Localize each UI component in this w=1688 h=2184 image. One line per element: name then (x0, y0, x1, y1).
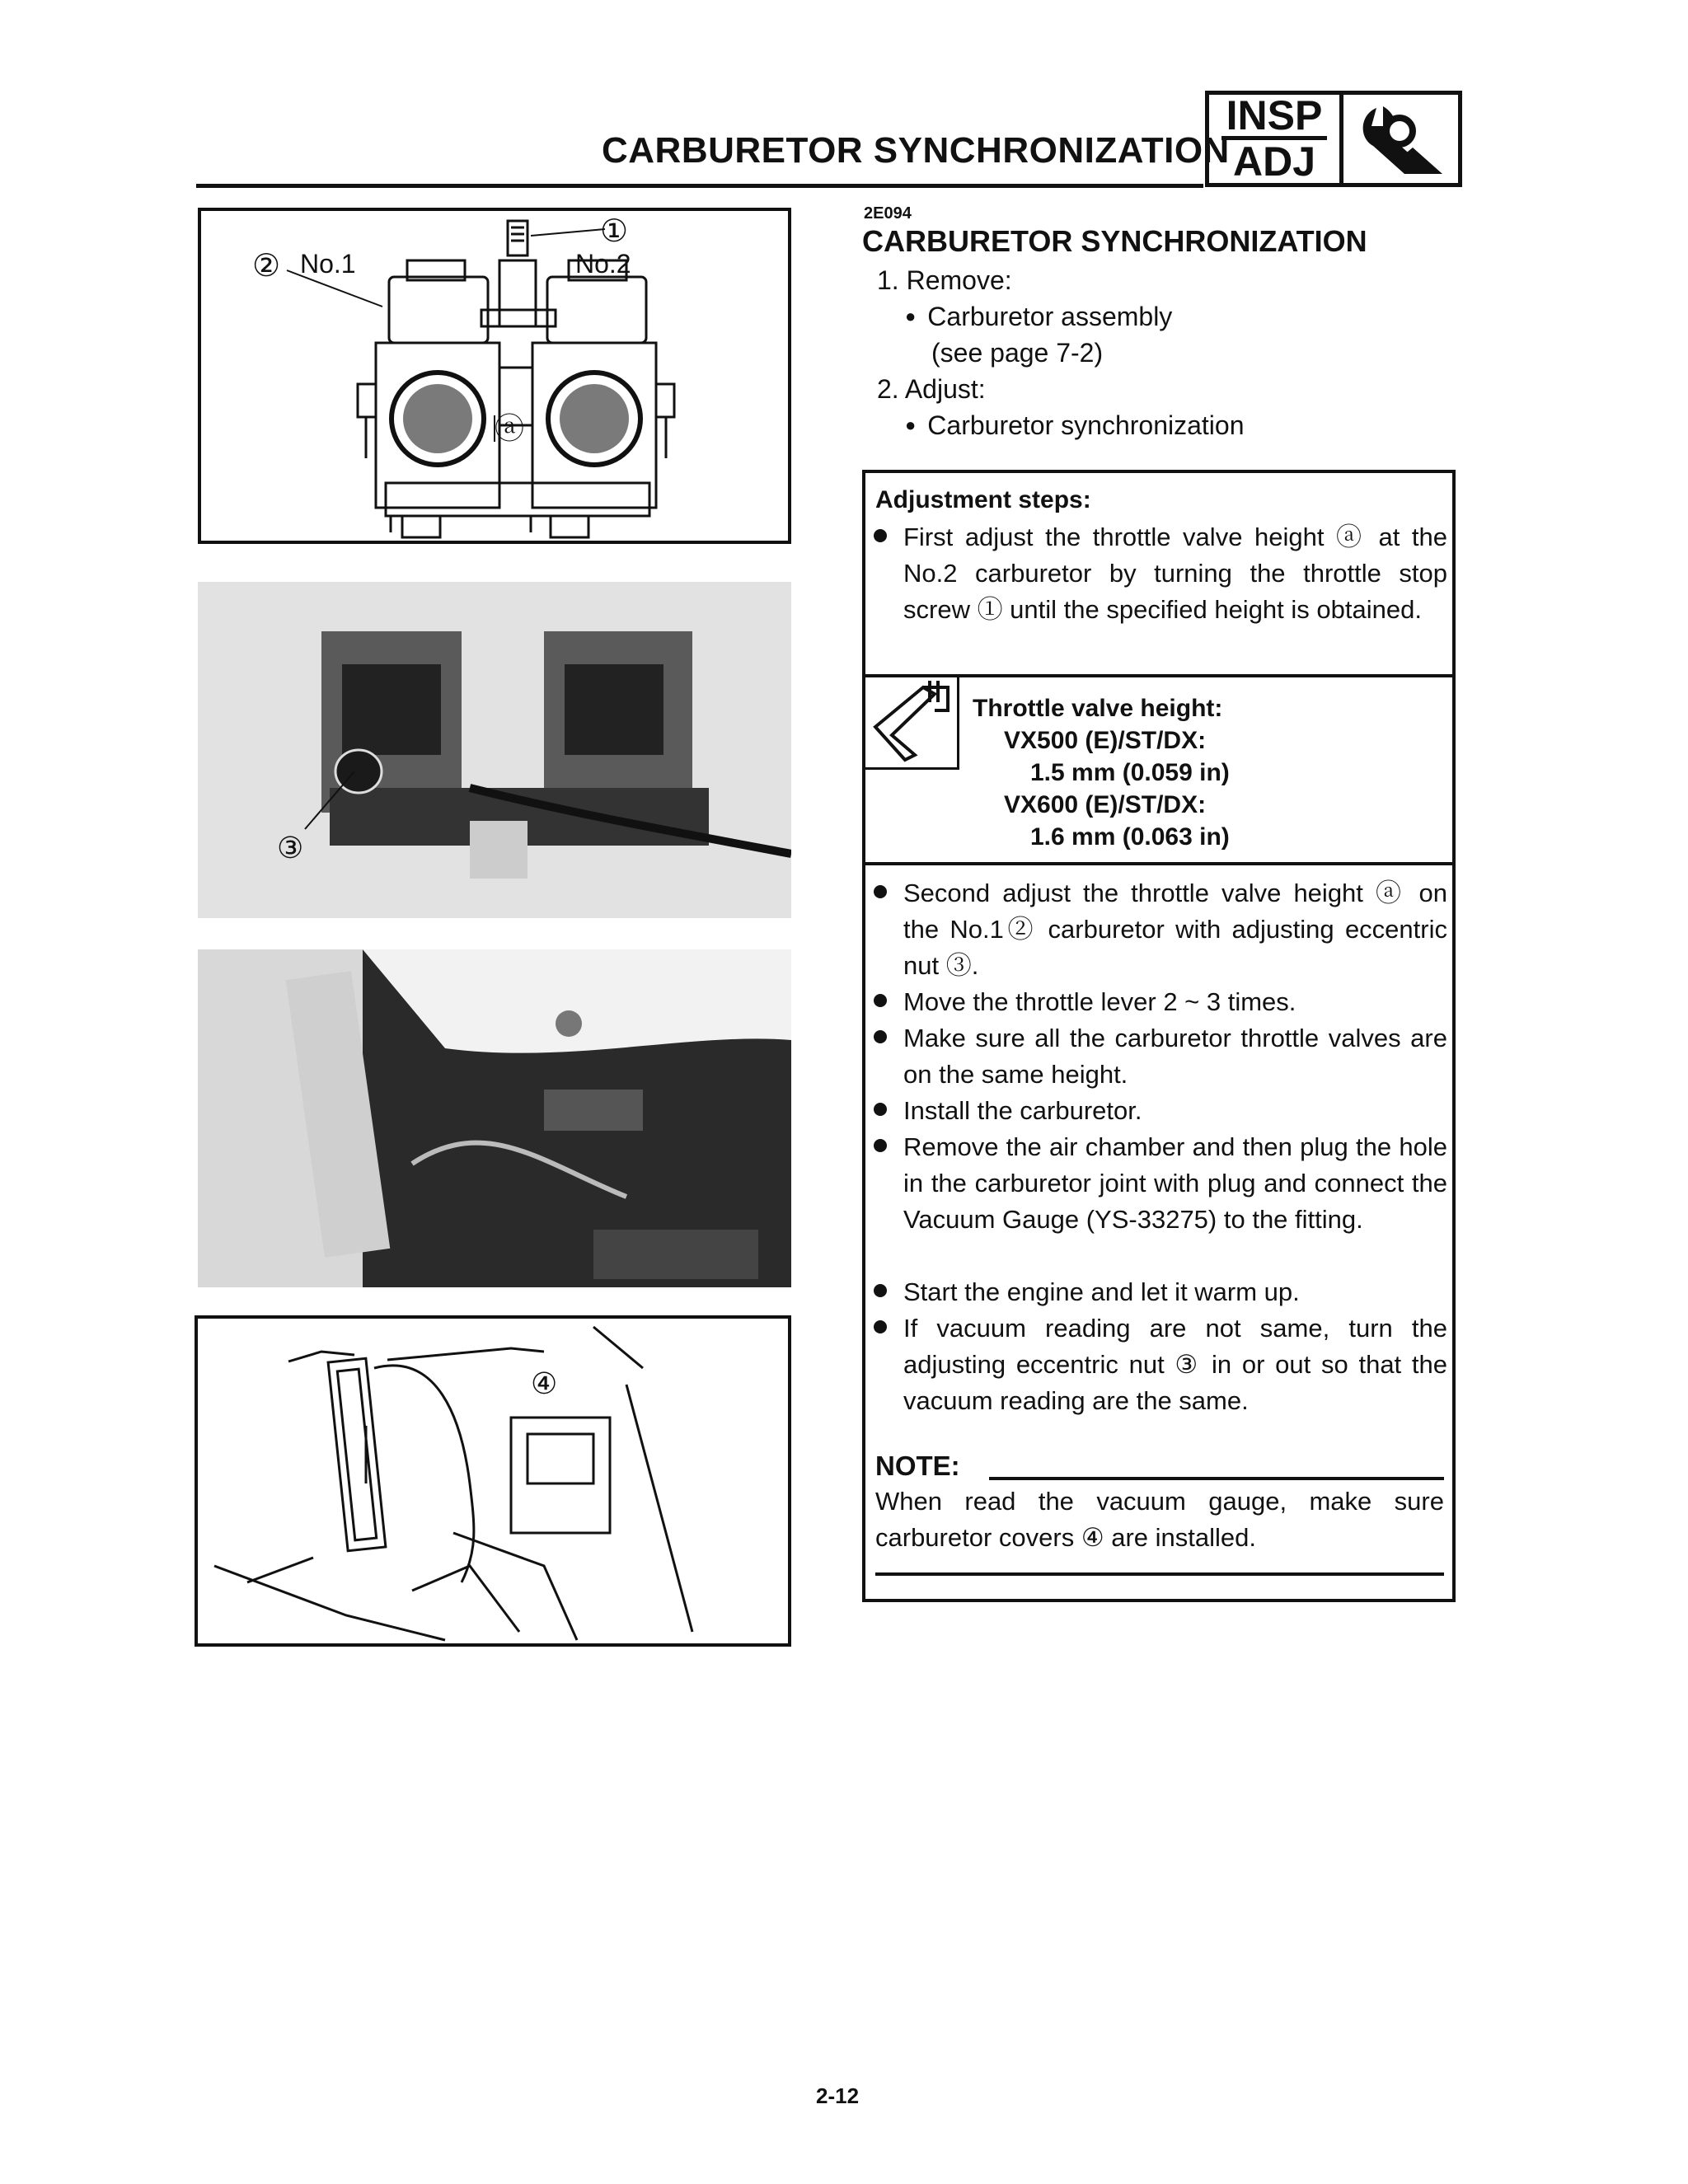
list-item-text: Install the carburetor. (903, 1096, 1142, 1125)
adjustment-heading: Adjustment steps: (875, 486, 1091, 513)
list-item (874, 1274, 1447, 1310)
callout-1: ① (600, 214, 629, 249)
callout-a: ⓐ (495, 411, 525, 445)
note-label: NOTE: (875, 1451, 960, 1481)
note-text: When read the vacuum gauge, make sure carburetor covers ④ are installed. (875, 1487, 1444, 1552)
list-item-text: Second adjust the throttle valve height ⓐ on the No.1② carburetor with adjusting eccentric nut ③. (903, 879, 1447, 980)
list-item (874, 875, 1447, 984)
page-number: 2-12 (816, 2083, 860, 2108)
note-rule-bottom (875, 1572, 1444, 1576)
bullet-dot (874, 994, 887, 1007)
label-no1: No.1 (300, 249, 356, 279)
spec-title: Throttle valve height: (973, 695, 1223, 722)
page-header-title: CARBURETOR SYNCHRONIZATION (602, 130, 1230, 171)
list-item (874, 984, 1447, 1020)
bullet-dot (874, 1030, 887, 1043)
list-item (874, 1093, 1447, 1129)
wrench-icon (1343, 95, 1458, 183)
section-code: 2E094 (864, 204, 912, 223)
badge-bottom-text: ADJ (1232, 138, 1316, 185)
bullet-dot (874, 529, 887, 542)
caliper-icon (865, 677, 959, 770)
spec-model-2: VX600 (E)/ST/DX: (1004, 791, 1207, 818)
step-2-item-text: Carburetor synchronization (927, 410, 1245, 440)
step-2: 2. Adjust: (877, 374, 986, 404)
step-1-ref: (see page 7-2) (931, 338, 1104, 368)
section-badge (1205, 91, 1462, 187)
step-1-item (905, 298, 1172, 338)
list-item (874, 1129, 1447, 1238)
step-1: 1. Remove: (877, 265, 1012, 295)
bullet-dot (874, 1103, 887, 1116)
callout-3: ③ (277, 831, 304, 865)
bullet-dot (874, 1284, 887, 1297)
section-title: CARBURETOR SYNCHRONIZATION (862, 224, 1367, 258)
vacuum-gauge-photo (198, 949, 791, 1287)
badge-top-text: INSP (1221, 95, 1328, 140)
callout-2: ② (252, 249, 281, 284)
bullet-dot (874, 1320, 887, 1333)
bullet-dot (874, 1139, 887, 1152)
spec-value-1: 1.5 mm (0.059 in) (1030, 759, 1230, 786)
spec-value-2: 1.6 mm (0.063 in) (1030, 823, 1230, 851)
step-1-item-text: Carburetor assembly (927, 302, 1173, 331)
header-rule (196, 184, 1203, 188)
bullet-dot (874, 885, 887, 898)
adjustment-bullet (874, 519, 1447, 628)
list-item-text: Start the engine and let it warm up. (903, 1277, 1300, 1306)
adjustment-bullet-text: First adjust the throttle valve height ⓐ at the No.2 carburetor by turning the throttle stop screw ① until the specified height is obtained. (903, 523, 1447, 624)
note-rule-top (989, 1477, 1444, 1480)
label-no2: No.2 (575, 249, 631, 279)
carburetor-diagram (198, 208, 791, 544)
callout-4: ④ (531, 1366, 558, 1400)
insp-adj-label (1209, 92, 1343, 185)
step-2-item (905, 407, 1244, 447)
list-item-text: If vacuum reading are not same, turn the adjusting eccentric nut ③ in or out so that the vacuum reading are the same. (903, 1314, 1447, 1415)
vacuum-gauge-diagram (195, 1315, 791, 1647)
list-item-text: Move the throttle lever 2 ~ 3 times. (903, 987, 1296, 1016)
spec-model-1: VX500 (E)/ST/DX: (1004, 727, 1207, 754)
list-item-text: Make sure all the carburetor throttle valves are on the same height. (903, 1024, 1447, 1089)
carburetor-photo (198, 582, 791, 918)
list-item-text: Remove the air chamber and then plug the hole in the carburetor joint with plug and connect the Vacuum Gauge (YS-33275) to the fitting. (903, 1132, 1447, 1234)
list-item (874, 1310, 1447, 1419)
list-item (874, 1020, 1447, 1093)
